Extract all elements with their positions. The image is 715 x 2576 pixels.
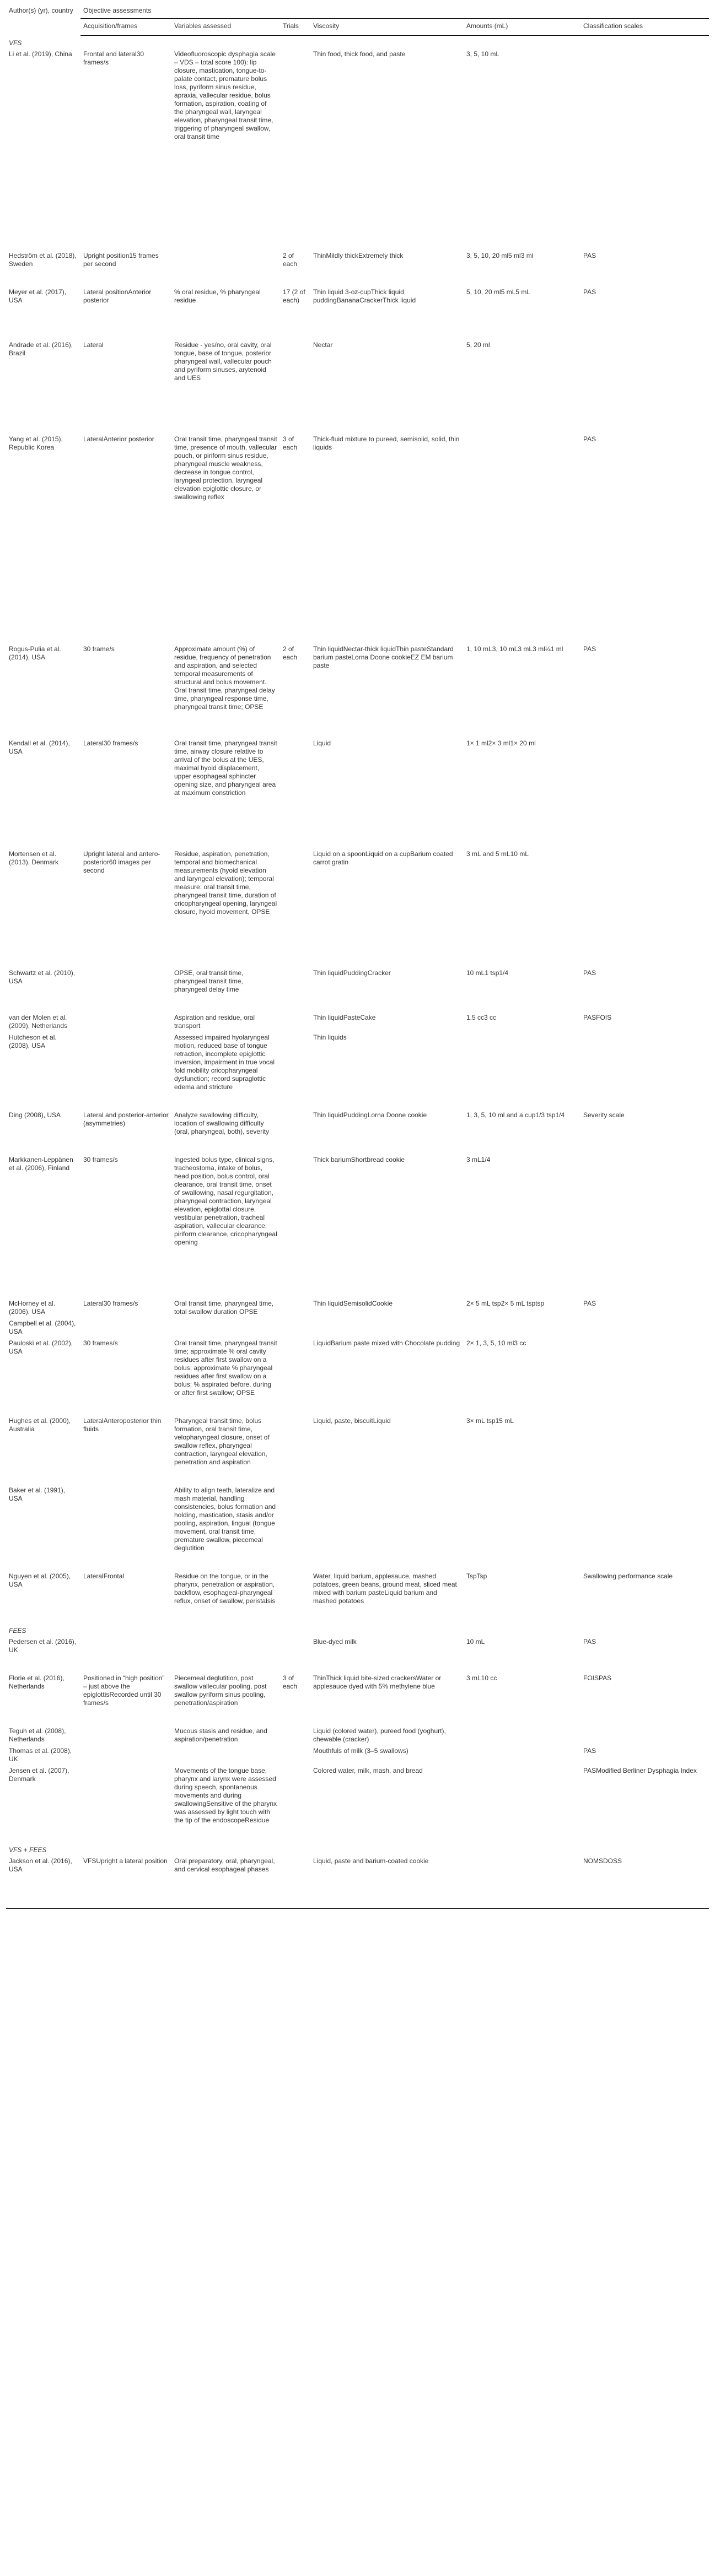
cell-trials — [280, 738, 310, 848]
table-row — [6, 1725, 709, 1745]
cell-trials — [280, 1154, 310, 1298]
cell-amounts: 3 mL and 5 mL10 mL — [466, 850, 529, 858]
table-row — [6, 1110, 709, 1154]
cell-amounts: 1.5 cc3 cc — [466, 1014, 497, 1021]
col-header-scales: Classification scales — [580, 19, 709, 36]
cell-acquisition — [80, 1745, 171, 1765]
cell-trials: 2 of each — [283, 252, 298, 268]
cell-scales — [580, 738, 709, 848]
cell-amounts: 3 mL1/4 — [466, 1156, 491, 1163]
cell-amounts: 1× 1 ml2× 3 ml1× 20 ml — [466, 739, 536, 747]
col-header-trials: Trials — [280, 19, 310, 36]
table-row — [6, 434, 709, 643]
cell-author: Pauloski et al. (2002), USA — [9, 1339, 73, 1355]
cell-variables: Movements of the tongue base, pharynx and larynx were assessed during speech, spontaneous movements and during swallowingSensitive of the pharynx was assessed by light touch with the tip of the endoscopeResidue — [174, 1767, 277, 1824]
cell-amounts: 10 mL — [466, 1638, 485, 1646]
cell-amounts: 5, 20 ml — [466, 341, 490, 349]
cell-scales — [580, 1415, 709, 1485]
cell-amounts — [464, 1725, 580, 1745]
cell-scales: PAS — [583, 645, 596, 653]
table-row — [6, 1855, 709, 1909]
cell-scales — [580, 1725, 709, 1745]
cell-trials — [280, 1110, 310, 1154]
cell-trials: 17 (2 of each) — [283, 288, 305, 304]
cell-acquisition: Lateral30 frames/s — [83, 1300, 138, 1307]
cell-viscosity: Thin liquidPuddingCracker — [313, 969, 391, 977]
header-row-1 — [6, 2, 709, 19]
cell-trials — [280, 1318, 310, 1338]
cell-scales — [580, 48, 709, 250]
table-row — [6, 1154, 709, 1298]
cell-author: Nguyen et al. (2005), USA — [9, 1572, 71, 1588]
cell-variables: Mucous stasis and residue, and aspiration/penetration — [174, 1727, 267, 1743]
cell-amounts: 5, 10, 20 ml5 mL5 mL — [466, 288, 531, 296]
cell-amounts: TspTsp — [466, 1572, 487, 1580]
cell-acquisition: LateralAnteroposterior thin fluids — [83, 1417, 162, 1433]
table-row — [6, 1745, 709, 1765]
cell-variables: Residue on the tongue, or in the pharynx, penetration or aspiration, backflow, esophageal-pharyngeal reflux, onset of swallow, peristalsis — [174, 1572, 276, 1605]
cell-variables: Approximate amount (%) of residue, frequency of penetration and aspiration, and selected temporal measurements of structural and bolus movement. Oral transit time, pharyngeal delay time, pharyngeal response time, pharyngeal transit time; OPSE — [174, 645, 275, 711]
cell-trials — [280, 1012, 310, 1032]
cell-viscosity: Thick-fluid mixture to pureed, semisolid, solid, thin liquids — [313, 435, 460, 451]
cell-variables: Oral preparatory, oral, pharyngeal, and cervical esophageal phases — [171, 1855, 280, 1909]
cell-trials — [280, 1298, 310, 1318]
cell-scales: PAS — [583, 1300, 596, 1307]
cell-scales — [580, 1154, 709, 1298]
table-row — [6, 643, 709, 738]
cell-scales — [580, 1485, 709, 1571]
cell-trials: 3 of each — [283, 1674, 298, 1690]
section-header-row — [6, 1843, 709, 1855]
table-row — [6, 1338, 709, 1415]
cell-author: Florie et al. (2016), Netherlands — [9, 1674, 64, 1690]
cell-viscosity: Thin liquidSemisolidCookie — [313, 1300, 393, 1307]
cell-viscosity: LiquidBarium paste mixed with Chocolate pudding — [313, 1339, 460, 1347]
cell-variables: Pharyngeal transit time, bolus formation, oral transit time, velopharyngeal closure, onset of swallow reflex, pharyngeal contraction, laryngeal elevation, penetration and aspiration — [174, 1417, 270, 1466]
table-row — [6, 1032, 709, 1110]
cell-author: Schwartz et al. (2010), USA — [9, 969, 76, 985]
col-header-variables: Variables assessed — [171, 19, 280, 36]
cell-viscosity: ThinMildly thickExtremely thick — [313, 252, 404, 259]
col-header-viscosity: Viscosity — [310, 19, 464, 36]
cell-author: Jackson et al. (2016), USA — [6, 1855, 80, 1909]
cell-acquisition — [80, 967, 171, 1012]
cell-acquisition: 30 frame/s — [83, 645, 115, 653]
cell-trials — [280, 1855, 310, 1909]
cell-amounts — [464, 434, 580, 643]
cell-trials — [280, 1725, 310, 1745]
cell-amounts: 1, 3, 5, 10 ml and a cup1/3 tsp1/4 — [466, 1111, 565, 1119]
cell-variables: Ingested bolus type, clinical signs, tracheostoma, intake of bolus, head position, bolus control, oral clearance, oral transit time, onset of swallowing, nasal regurgitation, pharyngeal contraction, laryngeal elevation, epiglottal closure, vestibular penetration, tracheal aspiration, vallecular clearance, piriform clearance, cricopharyngeal opening — [174, 1156, 277, 1246]
cell-scales: PAS — [583, 1747, 596, 1755]
table-row — [6, 339, 709, 434]
cell-author: McHorney et al. (2006), USA — [9, 1300, 56, 1316]
cell-viscosity — [310, 1318, 464, 1338]
cell-scales: FOISPAS — [583, 1674, 612, 1682]
table-row — [6, 1012, 709, 1032]
cell-amounts — [464, 1318, 580, 1338]
cell-author: Hedström et al. (2018), Sweden — [9, 252, 77, 268]
cell-author: van der Molen et al. (2009), Netherlands — [9, 1014, 68, 1030]
cell-variables: Piecemeal deglutition, post swallow vallecular pooling, post swallow pyriform sinus pooling, penetration/aspiration — [174, 1674, 267, 1707]
cell-variables — [171, 250, 280, 286]
header-row-2 — [6, 19, 709, 36]
cell-variables — [171, 1318, 280, 1338]
cell-amounts: 2× 1, 3, 5, 10 ml3 cc — [466, 1339, 526, 1347]
cell-acquisition — [80, 1012, 171, 1032]
cell-author: Hutcheson et al. (2008), USA — [9, 1033, 57, 1049]
cell-viscosity: Liquid — [313, 739, 331, 747]
cell-author: Rogus-Pulia et al. (2014), USA — [9, 645, 61, 661]
cell-acquisition: Lateral30 frames/s — [83, 739, 138, 747]
cell-scales: PAS — [583, 969, 596, 977]
table-row — [6, 1298, 709, 1318]
cell-variables: Oral transit time, pharyngeal transit time, presence of mouth, vallecular pouch, or piriform sinus residue, pharyngeal muscle weakness, decrease in tongue control, laryngeal protection, laryngeal elevation epiglottic closure, or swallowing reflex — [174, 435, 277, 501]
cell-amounts: 1, 10 mL3, 10 mL3 mL3 ml¼1 ml — [466, 645, 563, 653]
cell-viscosity: Liquid, paste, biscuitLiquid — [313, 1417, 391, 1425]
cell-acquisition — [80, 1636, 171, 1673]
cell-author: Meyer et al. (2017), USA — [9, 288, 67, 304]
cell-viscosity: Liquid, paste and barium-coated cookie — [310, 1855, 464, 1909]
cell-viscosity: Colored water, milk, mash, and bread — [313, 1767, 423, 1774]
cell-acquisition: Positioned in “high position” – just above the epiglottisRecorded until 30 frames/s — [83, 1674, 165, 1707]
cell-acquisition: 30 frames/s — [83, 1339, 118, 1347]
cell-author: Andrade et al. (2016), Brazil — [9, 341, 73, 357]
table-row — [6, 250, 709, 286]
table-row — [6, 1765, 709, 1843]
cell-author: Thomas et al. (2008), UK — [9, 1747, 72, 1763]
cell-variables — [171, 1636, 280, 1673]
cell-acquisition — [80, 1032, 171, 1110]
cell-trials — [280, 1636, 310, 1673]
cell-amounts: 10 mL1 tsp1/4 — [466, 969, 509, 977]
cell-acquisition: Upright position15 frames per second — [83, 252, 159, 268]
table-row — [6, 48, 709, 250]
cell-scales: PASModified Berliner Dysphagia Index — [583, 1767, 697, 1774]
cell-variables: Oral transit time, pharyngeal time, total swallow duration OPSE — [174, 1300, 274, 1316]
cell-acquisition — [80, 1318, 171, 1338]
section-header-row — [6, 1623, 709, 1636]
table-body — [6, 36, 709, 1909]
cell-author: Ding (2008), USA — [9, 1111, 61, 1119]
cell-acquisition: VFSUpright a lateral position — [80, 1855, 171, 1909]
cell-viscosity: Thick bariumShortbread cookie — [313, 1156, 405, 1163]
cell-scales: Severity scale — [583, 1111, 625, 1119]
table-row — [6, 1485, 709, 1571]
cell-trials: 2 of each — [283, 645, 298, 661]
cell-author: Jensen et al. (2007), Denmark — [9, 1767, 69, 1783]
cell-author: Campbell et al. (2004), USA — [9, 1319, 76, 1335]
cell-trials — [280, 967, 310, 1012]
cell-trials — [280, 1571, 310, 1623]
cell-viscosity: Water, liquid barium, applesauce, mashed potatoes, green beans, ground meat, sliced meat mixed with barium pasteLiquid barium and mashed potatoes — [313, 1572, 457, 1605]
cell-variables: Residue - yes/no, oral cavity, oral tongue, base of tongue, posterior pharyngeal wall, vallecular pouch and pyriform sinuses, arytenoid and UES — [174, 341, 272, 382]
cell-viscosity: Thin liquidPuddingLorna Doone cookie — [313, 1111, 427, 1119]
cell-author: Baker et al. (1991), USA — [9, 1486, 66, 1502]
cell-amounts — [464, 1745, 580, 1765]
cell-scales — [580, 1032, 709, 1110]
cell-variables: Oral transit time, pharyngeal transit time, airway closure relative to arrival of the bolus at the UES, maximal hyoid displacement, upper esophageal sphincter opening size, and pharyngeal area at maximum constriction — [174, 739, 277, 797]
cell-acquisition: Frontal and lateral30 frames/s — [83, 50, 144, 66]
cell-trials — [280, 1485, 310, 1571]
cell-scales: Swallowing performance scale — [583, 1572, 673, 1580]
assessment-table — [6, 2, 709, 1909]
cell-variables: Oral transit time, pharyngeal transit time; approximate % oral cavity residues after first swallow on a bolus; approximate % pharyngeal residues after first swallow on a bolus; % aspirated before, during or after first swallow; OPSE — [174, 1339, 277, 1397]
cell-viscosity: Thin liquid 3-oz-cupThick liquid puddingBananaCrackerThick liquid — [313, 288, 416, 304]
cell-trials — [280, 848, 310, 967]
cell-author: Mortensen et al. (2013), Denmark — [9, 850, 59, 866]
table-row — [6, 1318, 709, 1338]
cell-author: Teguh et al. (2008), Netherlands — [9, 1727, 66, 1743]
cell-variables: Analyze swallowing difficulty, location of swallowing difficulty (oral, pharyngeal, both), severity — [174, 1111, 270, 1135]
cell-trials — [280, 1745, 310, 1765]
cell-viscosity: Thin food, thick food, and paste — [313, 50, 406, 58]
cell-scales: PAS — [583, 435, 596, 443]
cell-trials — [280, 339, 310, 434]
cell-viscosity: Blue-dyed milk — [313, 1638, 357, 1646]
cell-variables: % oral residue, % pharyngeal residue — [174, 288, 261, 304]
cell-amounts — [464, 1032, 580, 1110]
cell-variables: Assessed impaired hyolaryngeal motion, reduced base of tongue retraction, incomplete epiglottic inversion, impairment in true vocal fold mobility cricopharyngeal dysfunction; record supraglottic edema and stricture — [174, 1033, 275, 1091]
cell-viscosity: Thin liquidNectar-thick liquidThin pasteStandard barium pasteLorna Doone cookieEZ EM barium paste — [313, 645, 454, 669]
col-header-acquisition: Acquisition/frames — [80, 19, 171, 36]
cell-amounts: 3× mL tsp15 mL — [466, 1417, 514, 1425]
cell-scales — [580, 339, 709, 434]
cell-amounts — [464, 1485, 580, 1571]
cell-trials — [280, 1338, 310, 1415]
cell-acquisition — [80, 1765, 171, 1843]
section-label: VFS + FEES — [9, 1846, 47, 1854]
cell-scales — [580, 1318, 709, 1338]
cell-acquisition: LateralFrontal — [83, 1572, 125, 1580]
cell-acquisition: LateralAnterior posterior — [83, 435, 154, 443]
cell-author: Kendall et al. (2014), USA — [9, 739, 70, 755]
cell-scales: PAS — [583, 252, 596, 259]
cell-trials: 3 of each — [283, 435, 298, 451]
table-row — [6, 1636, 709, 1673]
cell-amounts: 2× 5 mL tsp2× 5 mL tsptsp — [466, 1300, 545, 1307]
cell-author: Hughes et al. (2000), Australia — [9, 1417, 71, 1433]
cell-author: Li et al. (2019), China — [9, 50, 72, 58]
col-header-amounts: Amounts (mL) — [464, 19, 580, 36]
cell-amounts — [464, 1855, 580, 1909]
cell-variables: Ability to align teeth, lateralize and mash material, handling consistencies, bolus formation and holding, mastication, stasis and/or pooling, aspiration, lingual (tongue movement, oral transit time, premature swallow, piecemeal deglutition — [174, 1486, 276, 1552]
cell-viscosity: ThinThick liquid bite-sized crackersWater or applesauce dyed with 5% methylene blue — [313, 1674, 442, 1690]
cell-amounts: 3 mL10 cc — [466, 1674, 497, 1682]
col-header-objective-assessments: Objective assessments — [80, 2, 709, 19]
cell-author: Yang et al. (2015), Republic Korea — [9, 435, 63, 451]
cell-viscosity — [310, 1485, 464, 1571]
cell-trials — [280, 48, 310, 250]
section-label: VFS — [9, 39, 22, 47]
cell-trials — [280, 1415, 310, 1485]
cell-viscosity: Thin liquids — [313, 1033, 347, 1041]
cell-acquisition — [80, 1725, 171, 1745]
cell-author: Markkanen-Leppänen et al. (2006), Finland — [9, 1156, 73, 1172]
cell-scales: PAS — [583, 288, 596, 296]
cell-variables: Videofluoroscopic dysphagia scale – VDS – total score 100): lip closure, mastication, tongue-to-palate contact, premature bolus loss, pyriform sinus residue, apraxia, vallecular residue, bolus formation, aspiration, coating of the pharyngeal wall, laryngeal elevation, pharyngeal transit time, triggering of pharyngeal swallow, oral transit time — [174, 50, 276, 140]
cell-scales — [580, 848, 709, 967]
cell-viscosity: Nectar — [313, 341, 333, 349]
table-row — [6, 286, 709, 339]
cell-variables: OPSE, oral transit time, pharyngeal transit time, pharyngeal delay time — [174, 969, 244, 993]
cell-acquisition: Lateral positionAnterior posterior — [83, 288, 152, 304]
table-row — [6, 848, 709, 967]
col-header-author: Author(s) (yr), country — [9, 7, 73, 14]
cell-scales: PASFOIS — [583, 1014, 612, 1021]
cell-amounts — [464, 1765, 580, 1843]
table-row — [6, 967, 709, 1012]
cell-acquisition — [80, 1485, 171, 1571]
cell-trials — [280, 1032, 310, 1110]
cell-acquisition: Upright lateral and antero-posterior60 images per second — [83, 850, 160, 874]
cell-amounts: 3, 5, 10, 20 ml5 ml3 ml — [466, 252, 534, 259]
cell-acquisition: 30 frames/s — [83, 1156, 118, 1163]
cell-scales — [580, 1338, 709, 1415]
cell-acquisition: Lateral — [83, 341, 104, 349]
section-header-row — [6, 36, 709, 49]
cell-scales: PAS — [583, 1638, 596, 1646]
table-row — [6, 738, 709, 848]
cell-variables — [171, 1745, 280, 1765]
cell-author: Pedersen et al. (2016), UK — [9, 1638, 77, 1654]
cell-viscosity: Liquid (colored water), pureed food (yoghurt), chewable (cracker) — [313, 1727, 446, 1743]
cell-acquisition: Lateral and posterior-anterior (asymmetries) — [83, 1111, 169, 1127]
cell-variables: Aspiration and residue, oral transport — [174, 1014, 255, 1030]
cell-viscosity: Mouthfuls of milk (3–5 swallows) — [313, 1747, 408, 1755]
table-row — [6, 1673, 709, 1725]
cell-viscosity: Liquid on a spoonLiquid on a cupBarium coated carrot gratin — [313, 850, 453, 866]
cell-trials — [280, 1765, 310, 1843]
cell-amounts: 3, 5, 10 mL — [466, 50, 500, 58]
table-row — [6, 1415, 709, 1485]
cell-variables: Residue, aspiration, penetration, temporal and biomechanical measurements (hyoid elevation and laryngeal elevation); temporal measure: oral transit time, pharyngeal transit time, duration of cricopharyngeal opening, laryngeal closure, hyoid movement, OPSE — [174, 850, 277, 916]
section-label: FEES — [9, 1627, 26, 1635]
cell-viscosity: Thin liquidPasteCake — [313, 1014, 376, 1021]
cell-scales: NOMSDOSS — [580, 1855, 709, 1909]
table-row — [6, 1571, 709, 1623]
